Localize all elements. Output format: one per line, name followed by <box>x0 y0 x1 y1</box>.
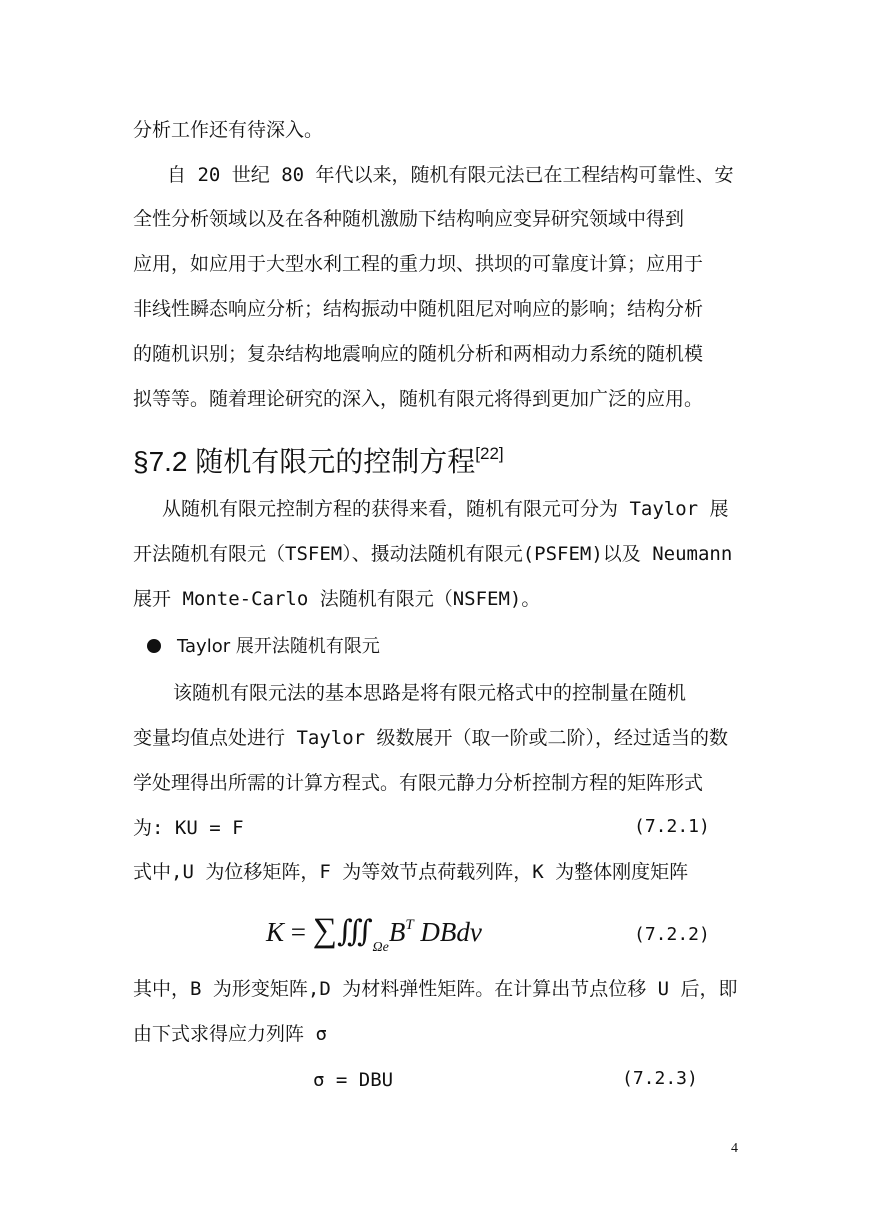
formula-lhs: K <box>266 917 285 947</box>
line-18: σ = DBU <box>313 1069 394 1091</box>
line-4: 应用，如应用于大型水利工程的重力坝、拱坝的可靠度计算；应用于 <box>133 253 704 275</box>
section-heading-text: §7.2 随机有限元的控制方程 <box>133 446 476 477</box>
formula-integrals: ∭ <box>337 915 373 948</box>
line-16: 其中，B 为形变矩阵,D 为材料弹性矩阵。在计算出节点位移 U 后，即 <box>133 978 738 1000</box>
line-17: 由下式求得应力列阵 σ <box>133 1023 327 1045</box>
formula-b: B <box>388 917 406 947</box>
formula-rest: DBdv <box>420 917 482 947</box>
bullet-dot-icon <box>147 639 161 653</box>
bullet-text: Taylor 展开法随机有限元 <box>177 636 380 657</box>
equation-number-3: (7.2.3) <box>622 1068 698 1089</box>
line-14: 为: KU = F <box>133 817 244 839</box>
line-7: 拟等等。随着理论研究的深入，随机有限元将得到更加广泛的应用。 <box>133 388 704 410</box>
line-12: 变量均值点处进行 Taylor 级数展开（取一阶或二阶），经过适当的数 <box>133 727 729 749</box>
line-3: 全性分析领域以及在各种随机激励下结构响应变异研究领域中得到 <box>133 208 685 230</box>
formula-sum: ∑ <box>312 912 337 949</box>
equation-number-2: (7.2.2) <box>634 924 710 945</box>
bullet-item <box>147 632 380 658</box>
section-heading-ref: [22] <box>475 444 504 463</box>
line-8: 从随机有限元控制方程的获得来看，随机有限元可分为 Taylor 展 <box>162 498 729 520</box>
line-13: 学处理得出所需的计算方程式。有限元静力分析控制方程的矩阵形式 <box>133 772 704 794</box>
line-2: 自 20 世纪 80 年代以来，随机有限元法已在工程结构可靠性、安 <box>167 164 734 186</box>
line-6: 的随机识别；复杂结构地震响应的随机分析和两相动力系统的随机模 <box>133 343 704 365</box>
line-1: 分析工作还有待深入。 <box>133 119 324 141</box>
line-11: 该随机有限元法的基本思路是将有限元格式中的控制量在随机 <box>173 682 687 704</box>
page-number: 4 <box>731 1141 738 1156</box>
line-9: 开法随机有限元（TSFEM）、摄动法随机有限元(PSFEM)以及 Neumann <box>133 543 733 565</box>
formula-transpose: T <box>405 917 414 933</box>
stiffness-formula <box>266 905 482 968</box>
line-5: 非线性瞬态响应分析；结构振动中随机阻尼对响应的影响；结构分析 <box>133 298 704 320</box>
formula-equals: = <box>290 917 306 947</box>
line-10: 展开 Monte-Carlo 法随机有限元（NSFEM)。 <box>133 588 541 610</box>
section-heading <box>133 436 504 480</box>
line-15: 式中,U 为位移矩阵，F 为等效节点荷载列阵，K 为整体刚度矩阵 <box>133 861 689 883</box>
formula-domain: Ωe <box>372 940 389 955</box>
equation-number-1: (7.2.1) <box>634 816 710 837</box>
